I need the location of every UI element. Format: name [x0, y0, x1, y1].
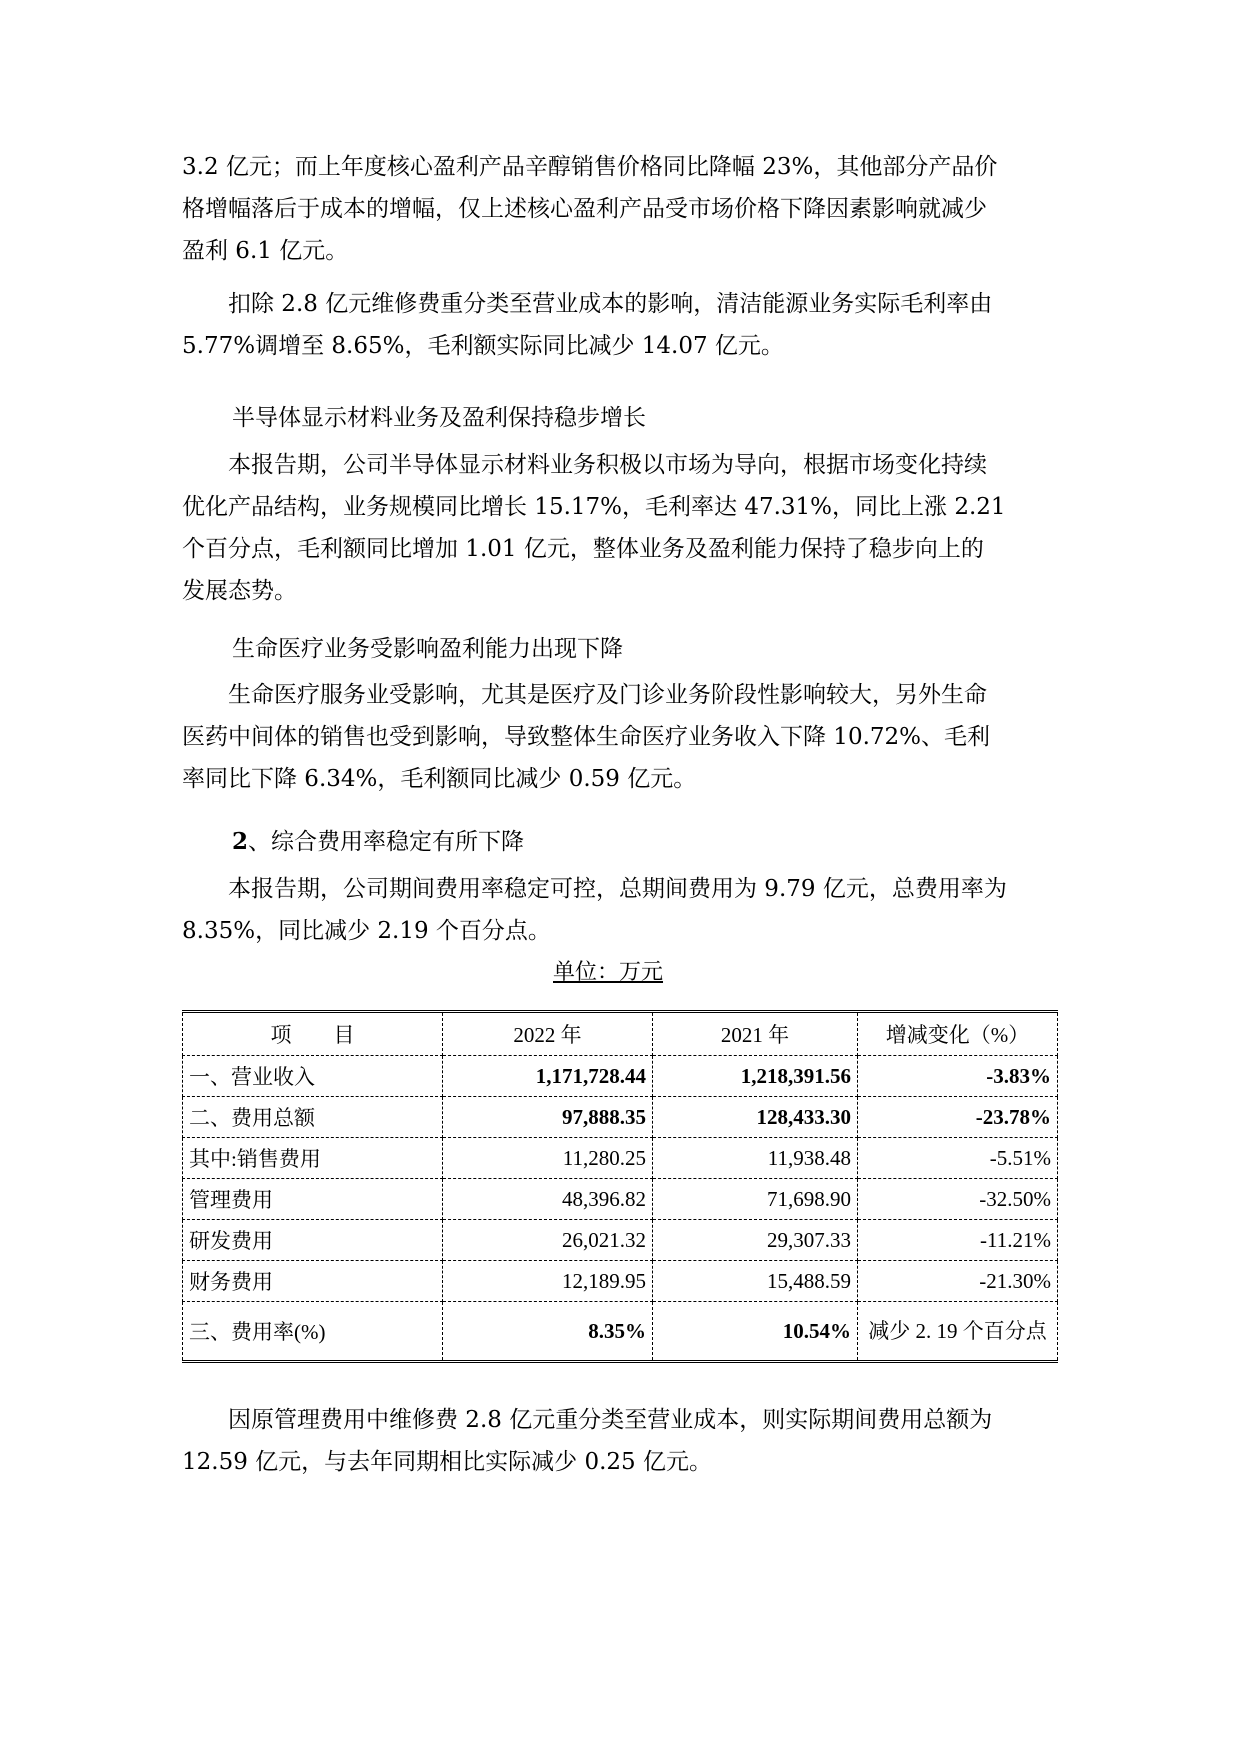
text-line: 格增幅落后于成本的增幅，仅上述核心盈利产品受市场价格下降因素影响就减少	[182, 196, 987, 222]
table-row	[183, 1097, 1058, 1138]
cell-2021: 15,488.59	[653, 1261, 858, 1302]
cell-2021: 11,938.48	[653, 1138, 858, 1179]
paragraph-cost-summary	[182, 868, 1058, 952]
text-line: 生命医疗服务业受影响，尤其是医疗及门诊业务阶段性影响较大，另外生命	[228, 682, 987, 708]
cell-2021: 128,433.30	[653, 1097, 858, 1138]
row-label: 管理费用	[183, 1179, 443, 1220]
table-unit-label: 单位：万元	[553, 960, 664, 985]
paragraph-semiconductor	[182, 444, 1058, 612]
text-line: 发展态势。	[182, 578, 297, 604]
cell-change: -23.78%	[858, 1097, 1058, 1138]
text-line: 8.35%，同比减少 2.19 个百分点。	[182, 918, 551, 944]
row-label: 一、营业收入	[183, 1056, 443, 1097]
cell-2021: 1,218,391.56	[653, 1056, 858, 1097]
heading-number: 2	[232, 828, 249, 855]
paragraph-clean-energy	[182, 283, 1058, 367]
text-line: 5.77%调增至 8.65%，毛利额实际同比减少 14.07 亿元。	[182, 333, 784, 359]
section-heading-semiconductor: 半导体显示材料业务及盈利保持稳步增长	[232, 405, 646, 431]
text-line: 扣除 2.8 亿元维修费重分类至营业成本的影响，清洁能源业务实际毛利率由	[228, 291, 993, 317]
row-label: 财务费用	[183, 1261, 443, 1302]
text-line: 本报告期，公司半导体显示材料业务积极以市场为导向，根据市场变化持续	[228, 452, 987, 478]
table-row	[183, 1261, 1058, 1302]
table-row	[183, 1056, 1058, 1097]
text-line: 率同比下降 6.34%，毛利额同比减少 0.59 亿元。	[182, 766, 697, 792]
table-header-row	[183, 1012, 1058, 1056]
paragraph-life-medical	[182, 674, 1058, 800]
column-header-item: 项 目	[183, 1012, 443, 1056]
column-header-2021: 2021 年	[653, 1012, 858, 1056]
column-header-change: 增减变化（%）	[858, 1012, 1058, 1056]
cell-2022: 1,171,728.44	[443, 1056, 653, 1097]
cell-change: -21.30%	[858, 1261, 1058, 1302]
cell-change: -5.51%	[858, 1138, 1058, 1179]
row-label: 其中:销售费用	[183, 1138, 443, 1179]
text-line: 12.59 亿元，与去年同期相比实际减少 0.25 亿元。	[182, 1449, 712, 1475]
cell-2022: 97,888.35	[443, 1097, 653, 1138]
table-row	[183, 1179, 1058, 1220]
row-label: 研发费用	[183, 1220, 443, 1261]
cell-2022: 12,189.95	[443, 1261, 653, 1302]
text-line: 因原管理费用中维修费 2.8 亿元重分类至营业成本，则实际期间费用总额为	[228, 1407, 993, 1433]
text-line: 3.2 亿元；而上年度核心盈利产品辛醇销售价格同比降幅 23%，其他部分产品价	[182, 154, 998, 180]
paragraph-maintenance-reclass	[182, 1399, 1058, 1483]
row-label: 二、费用总额	[183, 1097, 443, 1138]
table-row	[183, 1302, 1058, 1362]
cell-change: 减少 2. 19 个百分点	[858, 1302, 1058, 1362]
section-heading-cost-rate	[232, 827, 524, 857]
cell-2022: 48,396.82	[443, 1179, 653, 1220]
cell-2022: 26,021.32	[443, 1220, 653, 1261]
cell-2021: 29,307.33	[653, 1220, 858, 1261]
cell-2022: 11,280.25	[443, 1138, 653, 1179]
cell-change: -32.50%	[858, 1179, 1058, 1220]
section-heading-life-medical: 生命医疗业务受影响盈利能力出现下降	[232, 636, 623, 662]
row-label: 三、费用率(%)	[183, 1302, 443, 1362]
text-line: 盈利 6.1 亿元。	[182, 238, 349, 264]
cell-2021: 71,698.90	[653, 1179, 858, 1220]
expense-table	[182, 1010, 1058, 1363]
paragraph-core-product	[182, 146, 1058, 272]
table-row	[183, 1220, 1058, 1261]
column-header-2022: 2022 年	[443, 1012, 653, 1056]
text-line: 医药中间体的销售也受到影响，导致整体生命医疗业务收入下降 10.72%、毛利	[182, 724, 991, 750]
table-row	[183, 1138, 1058, 1179]
text-line: 个百分点，毛利额同比增加 1.01 亿元，整体业务及盈利能力保持了稳步向上的	[182, 536, 984, 562]
cell-2021: 10.54%	[653, 1302, 858, 1362]
text-line: 优化产品结构，业务规模同比增长 15.17%，毛利率达 47.31%，同比上涨 2.21	[182, 494, 1006, 520]
text-line: 本报告期，公司期间费用率稳定可控，总期间费用为 9.79 亿元，总费用率为	[228, 876, 1007, 902]
heading-text: 、综合费用率稳定有所下降	[248, 829, 525, 855]
cell-change: -11.21%	[858, 1220, 1058, 1261]
cell-2022: 8.35%	[443, 1302, 653, 1362]
cell-change: -3.83%	[858, 1056, 1058, 1097]
